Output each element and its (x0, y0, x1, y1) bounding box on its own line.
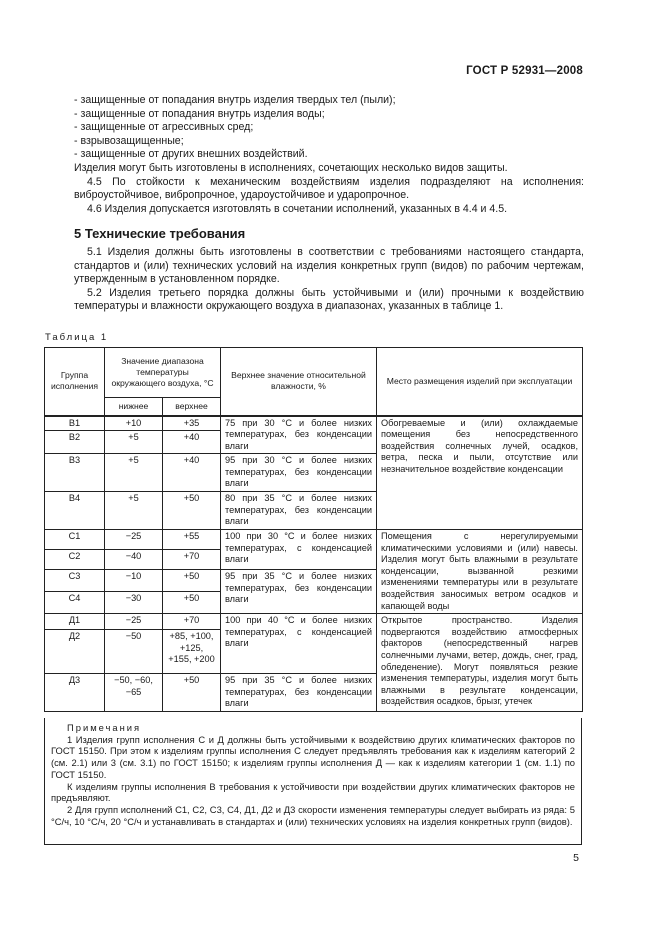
header-humidity: Верхнее значение относительной влажности, % (221, 348, 377, 416)
cell-humidity: 100 при 30 °С и более низких температурах, с конденсацией влаги (221, 530, 377, 570)
cell-group: В1 (45, 416, 105, 431)
list-item: - защищенные от попадания внутрь изделия твердых тел (пыли); (74, 94, 396, 106)
header-placement: Место размещения изделий при эксплуатации (377, 348, 583, 416)
cell-lower: +10 (105, 416, 163, 431)
intro-paragraph: Изделия могут быть изготовлены в исполнениях, сочетающих несколько видов защиты. (74, 161, 508, 174)
cell-upper: +50 (163, 492, 221, 530)
cell-placement: Помещения с нерегулируемыми климатическими условиями и (или) навесы. Изделия могут быть влажными в результате конденсации, вызванной резкими изменениями температуры или в результате воздействия заносимых ветром осадков и капающей воды (377, 530, 583, 614)
intro-block (74, 94, 584, 216)
cell-lower: −30 (105, 592, 163, 614)
cell-humidity: 95 при 30 °С и более низких температурах, без конденсации влаги (221, 454, 377, 492)
cell-group: В4 (45, 492, 105, 530)
paragraph-5-1: 5.1 Изделия должны быть изготовлены в соответствии с требованиями настоящего стандарта, стандартов и (или) технических условий на изделия конкретных групп (видов) по рабочим чертежам, утвержденным в установленном порядке. (74, 246, 584, 286)
cell-group: Д1 (45, 614, 105, 630)
cell-upper: +50 (163, 674, 221, 712)
page-number: 5 (573, 852, 579, 864)
cell-lower: −50, −60, −65 (105, 674, 163, 712)
paragraph-4-5: 4.5 По стойкости к механическим воздействиям изделия подразделяют на исполнения: виброустойчивое, вибропрочное, удароустойчивое и ударопрочное. (74, 175, 584, 202)
list-item: - защищенные от агрессивных сред; (74, 121, 254, 134)
cell-upper: +40 (163, 431, 221, 454)
table-notes (44, 718, 582, 845)
cell-upper: +70 (163, 614, 221, 630)
paragraph-5-2: 5.2 Изделия третьего порядка должны быть устойчивыми и (или) прочными к воздействию температуры и влажности окружающего воздуха в диапазонах, указанных в таблице 1. (74, 286, 584, 313)
header-upper: верхнее (163, 398, 221, 416)
cell-group: С2 (45, 550, 105, 570)
cell-lower: −25 (105, 614, 163, 630)
cell-humidity: 80 при 35 °С и более низких температурах, без конденсации влаги (221, 492, 377, 530)
cell-group: С4 (45, 592, 105, 614)
cell-upper: +70 (163, 550, 221, 570)
list-item: - защищенные от попадания внутрь изделия воды; (74, 107, 325, 120)
cell-group: В2 (45, 431, 105, 454)
cell-lower: −40 (105, 550, 163, 570)
cell-group: С1 (45, 530, 105, 550)
cell-lower: +5 (105, 492, 163, 530)
table-1 (44, 347, 583, 712)
cell-placement: Открытое пространство. Изделия подвергаются воздействию атмосферных факторов (непосредственный нагрев солнечными лучами, ветер, дождь, снег, град, обледенение). Могут появляться резкие изменения температуры, изделия могут быть влажными в результате конденсации, воздействия осадков, брызг, утечек (377, 614, 583, 712)
header-lower: нижнее (105, 398, 163, 416)
cell-group: С3 (45, 570, 105, 592)
cell-group: Д2 (45, 630, 105, 674)
cell-lower: +5 (105, 454, 163, 492)
note-1: 1 Изделия групп исполнения С и Д должны быть устойчивыми к воздействию других климатических факторов по ГОСТ 15150. При этом к изделиям группы исполнения С следует предъявлять требования как к изделиям категорий 2 (см. 2.1) или 3 (см. 3.1) по ГОСТ 15150; к изделиям группы исполнения Д — как к изделиям категории 1 (см. 1.1) по ГОСТ 15150. (51, 733, 575, 780)
cell-humidity: 100 при 40 °С и более низких температурах, с конденсацией влаги (221, 614, 377, 674)
list-item: - взрывозащищенные; (74, 134, 184, 147)
cell-humidity: 75 при 30 °С и более низких температурах, без конденсации влаги (221, 416, 377, 454)
table-caption: Таблица 1 (45, 332, 109, 343)
cell-lower: −10 (105, 570, 163, 592)
cell-upper: +55 (163, 530, 221, 550)
cell-upper: +50 (163, 592, 221, 614)
cell-upper: +40 (163, 454, 221, 492)
note-2: 2 Для групп исполнений С1, С2, С3, С4, Д1, Д2 и Д3 скорости изменения температуры следует выбирать из ряда: 5 °С/ч, 10 °С/ч, 20 °С/ч и устанавливать в стандартах и (или) технических условиях на изделия конкретных групп (видов). (51, 803, 575, 827)
header-group: Группа исполнения (45, 348, 105, 416)
section-5-title: 5 Технические требования (74, 226, 246, 241)
cell-lower: −25 (105, 530, 163, 550)
cell-lower: −50 (105, 630, 163, 674)
cell-group: Д3 (45, 674, 105, 712)
cell-group: В3 (45, 454, 105, 492)
cell-humidity: 95 при 35 °С и более низких температурах, без конденсации влаги (221, 570, 377, 614)
section-5-body (74, 246, 584, 314)
notes-title: Примечания (67, 722, 142, 733)
header-temperature: Значение диапазона температуры окружающего воздуха, °С (105, 348, 221, 398)
cell-humidity: 95 при 35 °С и более низких температурах, без конденсации влаги (221, 674, 377, 712)
note-1b: К изделиям группы исполнения В требования к устойчивости при воздействии других климатических факторов не предъявляют. (51, 780, 575, 804)
cell-upper: +85, +100, +125, +155, +200 (163, 630, 221, 674)
cell-upper: +35 (163, 416, 221, 431)
cell-lower: +5 (105, 431, 163, 454)
paragraph-4-6: 4.6 Изделия допускается изготовлять в сочетании исполнений, указанных в 4.4 и 4.5. (87, 202, 508, 215)
standard-header: ГОСТ Р 52931—2008 (466, 65, 583, 77)
cell-upper: +50 (163, 570, 221, 592)
cell-placement: Обогреваемые и (или) охлаждаемые помещения без непосредственного воздействия солнечных лучей, осадков, ветра, песка и пыли, отсутствие или незначительное воздействие конденсации (377, 416, 583, 530)
list-item: - защищенные от других внешних воздействий. (74, 148, 308, 161)
